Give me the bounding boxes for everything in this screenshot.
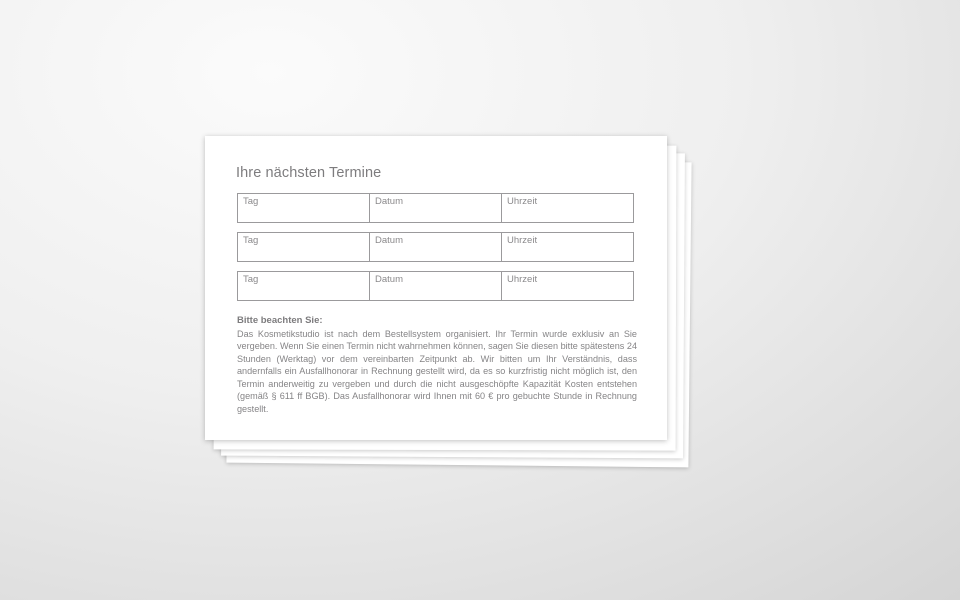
day-field: Tag — [238, 272, 370, 300]
card-title: Ihre nächsten Termine — [236, 165, 382, 181]
time-field: Uhrzeit — [507, 274, 538, 285]
day-field: Tag — [238, 233, 370, 261]
day-field: Tag — [238, 194, 370, 222]
time-field: Uhrzeit — [507, 196, 538, 207]
time-field: Uhrzeit — [507, 235, 538, 246]
appointment-row — [237, 271, 634, 301]
cancellation-notice — [237, 315, 637, 416]
appointment-row — [237, 232, 634, 262]
appointment-card — [205, 136, 667, 440]
appointment-row — [237, 193, 634, 223]
notice-heading: Bitte beachten Sie: — [237, 315, 323, 326]
date-field: Datum — [370, 194, 502, 222]
notice-body: Das Kosmetikstudio ist nach dem Bestellsystem organisiert. Ihr Termin wurde exklusiv an Sie vergeben. Wenn Sie einen Termin nicht wahrnehmen können, sagen Sie diesen bitte spätestens 24 Stunden (Werktag) vor dem vereinbarten Zeitpunkt ab. Wir bitten um Ihr Verständnis, dass andernfalls ein Ausfallhonorar in Rechnung gestellt wird, da es so kurzfristig nicht möglich ist, den Termin anderweitig zu vergeben und durch die nicht ausgeschöpfte Kapazität Kosten entstehen (gemäß § 611 ff BGB). Das Ausfallhonorar wird Ihnen mit 60 € pro gebuchte Stunde in Rechnung gestellt. — [237, 328, 637, 415]
date-field: Datum — [370, 233, 502, 261]
date-field: Datum — [370, 272, 502, 300]
